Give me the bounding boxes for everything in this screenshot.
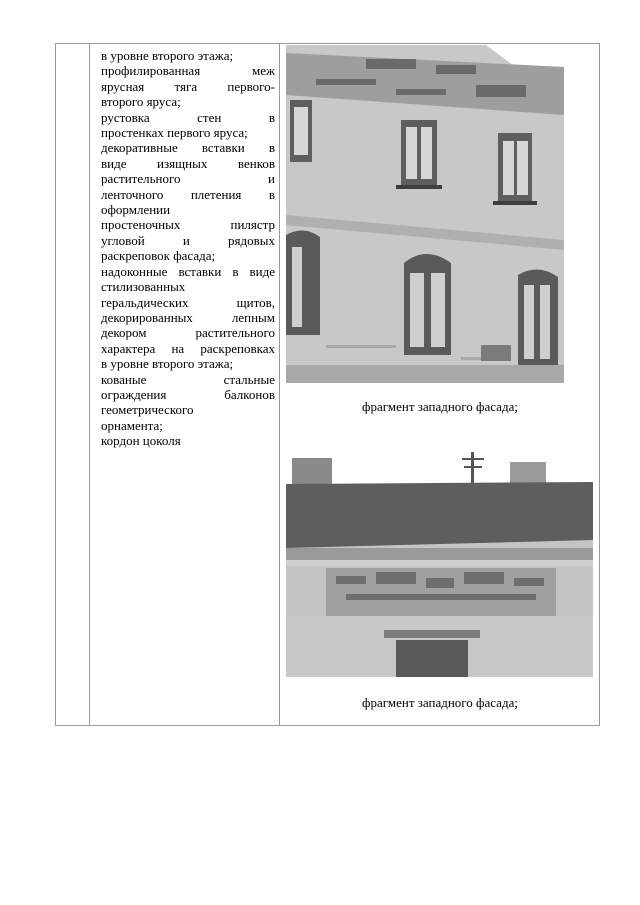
description-line: виде изящных венков: [101, 155, 275, 171]
description-line: простеночных пилястр: [101, 217, 275, 233]
description-line: кордон цоколя: [101, 433, 181, 449]
description-line: декором растительного: [101, 325, 275, 341]
description-line: стилизованных: [101, 279, 186, 295]
description-line: кованые стальные: [101, 371, 275, 387]
description-line: геометрического: [101, 402, 194, 418]
description-line: раскреповок фасада;: [101, 248, 216, 264]
description-line: в уровне второго этажа;: [101, 48, 234, 63]
description-line: надоконные вставки в виде: [101, 263, 275, 279]
document-table: [55, 43, 600, 726]
description-line: ленточного плетения в: [101, 186, 275, 202]
description-line: профилированная меж: [101, 63, 275, 79]
description-line: рустовка стен в: [101, 109, 275, 125]
column-divider-2: [279, 44, 280, 725]
description-line: растительного и: [101, 171, 275, 187]
description-line: характера на раскреповках: [101, 340, 275, 356]
column-divider-1: [89, 44, 90, 725]
facade-photo-1: [286, 45, 564, 383]
description-line: декоративные вставки в: [101, 140, 275, 156]
photo-caption-1: фрагмент западного фасада;: [362, 399, 518, 414]
description-line: угловой и рядовых: [101, 232, 275, 248]
description-line: орнамента;: [101, 417, 163, 433]
description-line: геральдических щитов,: [101, 294, 275, 310]
description-line: простенках первого яруса;: [101, 125, 248, 141]
description-line: ярусная тяга первого-: [101, 78, 275, 94]
description-line: ограждения балконов: [101, 386, 275, 402]
photo-caption-2: фрагмент западного фасада;: [362, 695, 518, 710]
description-line: в уровне второго этажа;: [101, 356, 234, 372]
description-line: декорированных лепным: [101, 309, 275, 325]
description-line: оформлении: [101, 202, 171, 218]
facade-photo-2: [286, 444, 593, 677]
description-line: второго яруса;: [101, 94, 181, 110]
description-cell: [101, 48, 275, 449]
